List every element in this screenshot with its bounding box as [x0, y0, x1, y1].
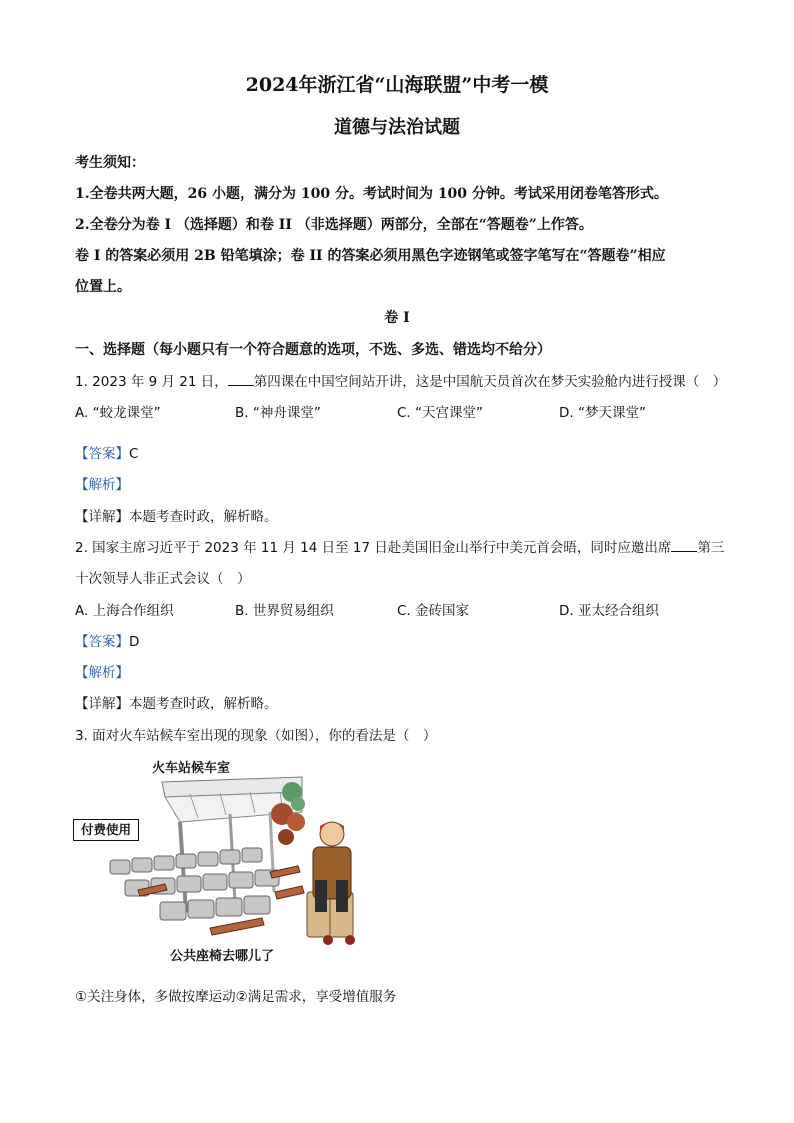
answer-label: 【答案】: [75, 446, 129, 462]
figure-top-label: 火车站候车室: [152, 761, 231, 776]
exam-subtitle: 道德与法治试题: [334, 117, 460, 138]
volume-heading: 卷 I: [384, 310, 410, 326]
question-1-answer: [75, 442, 138, 462]
question-2-option-a: A. 上海合作组织: [75, 603, 174, 619]
exam-title: 2024年浙江省“山海联盟”中考一模: [245, 74, 549, 96]
detail-label: 【详解】: [75, 696, 129, 712]
question-2-stem-start: 2. 国家主席习近平于 2023 年 11 月 14 日至 17 日赴美国旧金山举行中美元首会晤，同时应邀出席: [75, 540, 672, 556]
notice-item-1: 1.全卷共两大题，26 小题，满分为 100 分。考试时间为 100 分钟。考试采用闭卷笔答形式。: [75, 186, 668, 202]
notice-item-3-line-1: 卷 I 的答案必须用 2B 铅笔填涂；卷 II 的答案必须用黑色字迹钢笔或签字笔写在“答题卷”相应: [75, 248, 666, 264]
answer-value: D: [129, 634, 140, 650]
question-1-stem: [75, 370, 726, 390]
detail-text: 本题考查时政，解析略。: [129, 509, 278, 525]
question-1-detail: [75, 505, 278, 525]
waiting-room-illustration: [70, 752, 370, 967]
notice-item-3-line-2: 位置上。: [75, 279, 131, 295]
question-2-option-b: B. 世界贸易组织: [235, 603, 334, 619]
paid-use-sign: 付费使用: [73, 819, 139, 841]
waiting-room-drawing: [70, 752, 370, 967]
question-1-option-a: A. “蛟龙课堂”: [75, 405, 161, 421]
detail-label: 【详解】: [75, 509, 129, 525]
notice-item-2: 2.全卷分为卷 I （选择题）和卷 II （非选择题）两部分，全部在“答题卷”上作答。: [75, 217, 593, 233]
question-2-stem-mid: 第三: [697, 540, 725, 556]
question-2-analysis-label: 【解析】: [75, 665, 129, 681]
figure-caption: 公共座椅去哪儿了: [170, 949, 275, 964]
question-2-stem: [75, 536, 724, 556]
notice-heading: 考生须知：: [75, 155, 145, 171]
question-3-stem: 3. 面对火车站候车室出现的现象（如图），你的看法是（ ）: [75, 728, 437, 744]
question-1-analysis-label: 【解析】: [75, 477, 129, 493]
question-3-choices: ①关注身体，多做按摩运动②满足需求，享受增值服务: [75, 989, 397, 1005]
question-1-option-b: B. “神舟课堂”: [235, 405, 321, 421]
section-heading: 一、选择题（每小题只有一个符合题意的选项，不选、多选、错选均不给分）: [75, 342, 551, 358]
question-1-stem-end: 第四课在中国空间站开讲，这是中国航天员首次在梦天实验舱内进行授课（ ）: [253, 374, 727, 390]
question-1-option-c: C. “天宫课堂”: [397, 405, 483, 421]
question-2-option-c: C. 金砖国家: [397, 603, 470, 619]
question-2-option-d: D. 亚太经合组织: [559, 603, 659, 619]
question-2-detail: [75, 692, 278, 712]
question-1-option-d: D. “梦天课堂”: [559, 405, 646, 421]
question-1-stem-start: 1. 2023 年 9 月 21 日，: [75, 374, 228, 390]
answer-blank: [671, 539, 697, 552]
answer-label: 【答案】: [75, 634, 129, 650]
question-2-answer: [75, 630, 139, 650]
answer-blank: [228, 373, 254, 386]
detail-text: 本题考查时政，解析略。: [129, 696, 278, 712]
answer-value: C: [129, 446, 139, 462]
question-2-stem-continued: 十次领导人非正式会议（ ）: [75, 571, 251, 587]
